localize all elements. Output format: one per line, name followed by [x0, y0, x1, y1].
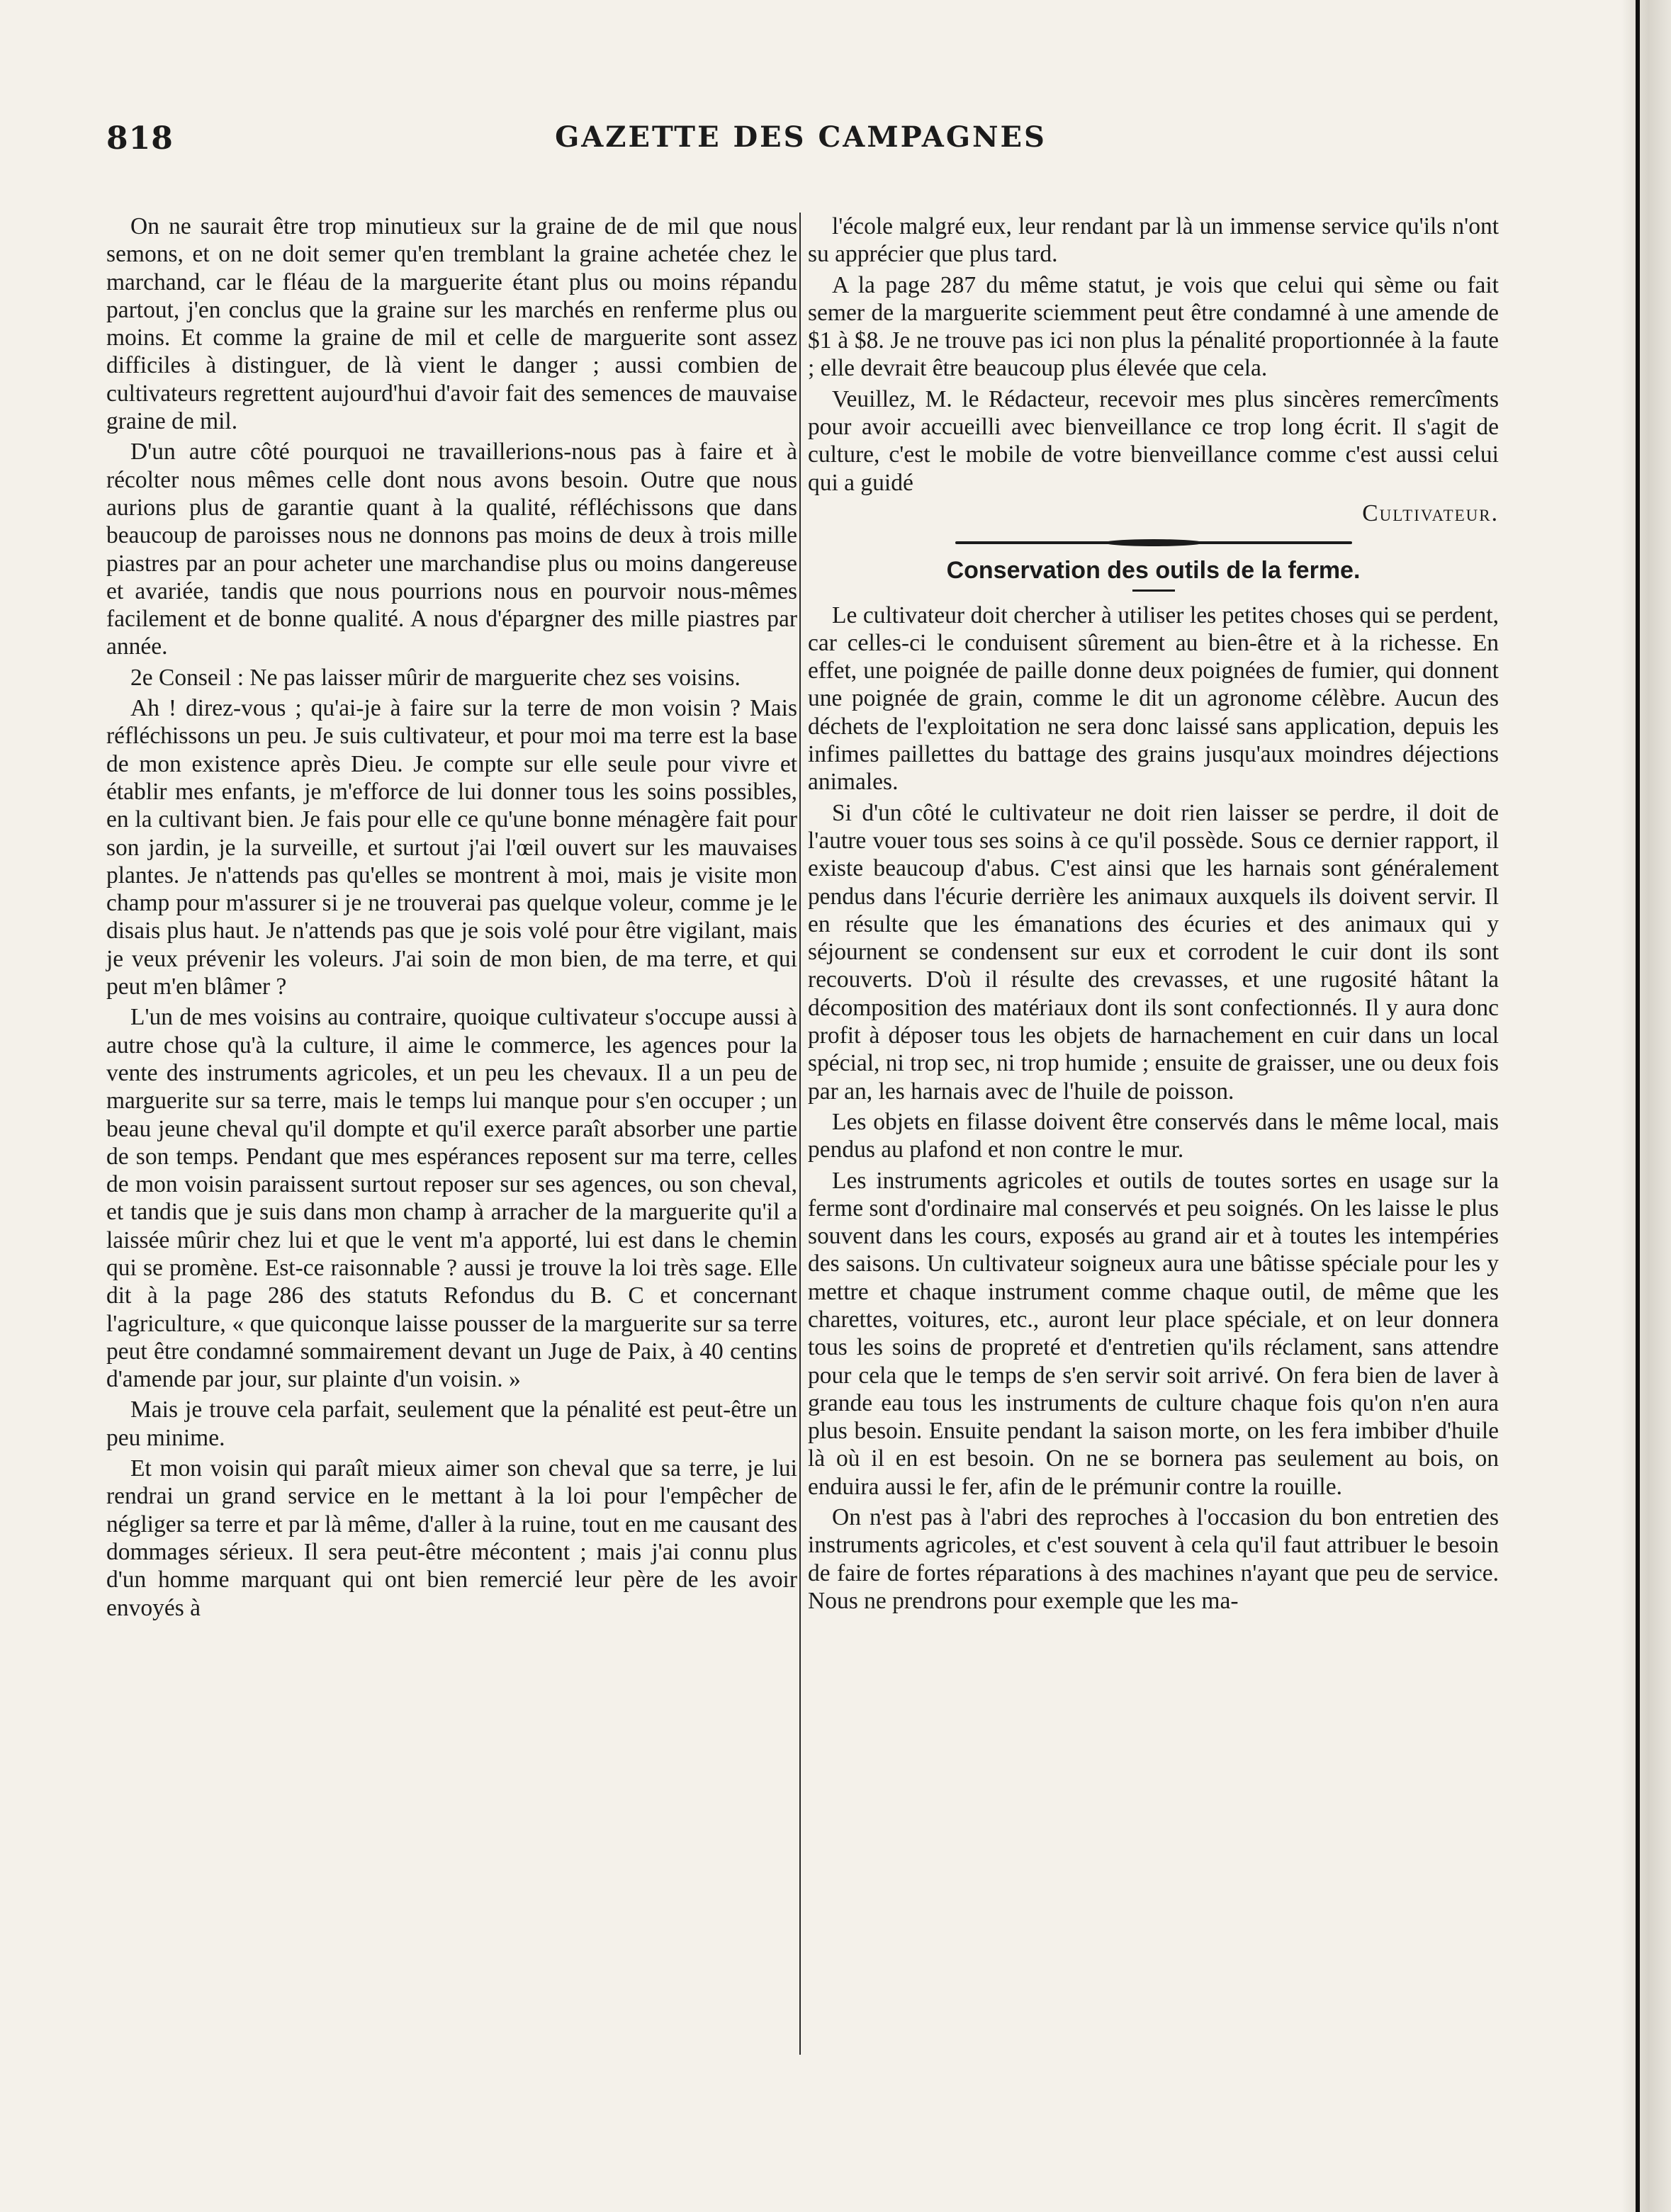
section-paragraph: Les objets en filasse doivent être conservés dans le même local, mais pendus au plafond et non contre le mur. — [808, 1108, 1499, 1163]
left-column — [106, 213, 797, 1625]
signature: Cultivateur. — [1362, 500, 1499, 526]
article-paragraph: 2e Conseil : Ne pas laisser mûrir de marguerite chez ses voisins. — [130, 664, 741, 691]
section-paragraph: On n'est pas à l'abri des reproches à l'occasion du bon entretien des instruments agricoles, et c'est souvent à cela qu'il faut attribuer le besoin de faire de fortes réparations à des machines n'ayant que peu de service. Nous ne prendrons pour exemple que les ma- — [808, 1504, 1499, 1614]
article-paragraph: Veuillez, M. le Rédacteur, recevoir mes plus sincères remercîments pour avoir accueilli avec bienveillance ce trop long écrit. Il s'agit de culture, c'est le mobile de votre bienveillance comme c'est aussi celui qui a guidé — [808, 385, 1499, 496]
article-paragraph: Ah ! direz-vous ; qu'ai-je à faire sur la terre de mon voisin ? Mais réfléchissons un peu. Je suis cultivateur, et pour moi ma terre est la base de mon existence après Dieu. Je compte sur elle seule pour vivre et établir mes enfants, je m'efforce de lui donner tous les soins possibles, en la cultivant bien. Je fais pour elle ce qu'une bonne ménagère fait pour son jardin, je la surveille, et surtout j'ai l'œil ouvert sur les mauvaises plantes. Je n'attends pas qu'elles se montrent à moi, mais je visite mon champ pour m'assurer si je ne trouverai pas quelque voleur, comme je le disais plus haut. Je n'attends pas que je sois volé pour être vigilant, mais je veux prévenir les voleurs. J'ai soin de mon bien, de ma terre, et qui peut m'en blâmer ? — [106, 695, 797, 1000]
column-divider — [799, 213, 801, 2055]
article-paragraph: Et mon voisin qui paraît mieux aimer son cheval que sa terre, je lui rendrai un grand service en le mettant à la loi pour l'empêcher de négliger sa terre et par là même, d'aller à la ruine, tout en me causant des dommages sérieux. Il sera peut-être mécontent ; mais j'ai connu plus d'un homme marquant qui ont bien remercié leur père de les avoir envoyés à — [106, 1455, 797, 1621]
section-paragraph: Les instruments agricoles et outils de toutes sortes en usage sur la ferme sont d'ordinaire mal conservés et peu soignés. On les laisse le plus souvent dans les cours, exposés au grand air et à toutes les intempéries des saisons. Un cultivateur soigneux aura une bâtisse spéciale pour les y mettre et chaque instrument comme chaque outil, de même que les charettes, voitures, etc., auront leur place spéciale, et on leur donnera tous les soins de propreté et d'entretien qu'ils réclament, sans attendre pour cela que le temps de s'en servir soit arrivé. On fera bien de laver à grande eau tous les instruments de culture chaque fois qu'on n'en aura plus besoin. Ensuite pendant la saison morte, on les fera imbiber d'huile là où il en est besoin. On ne se bornera pas seulement au bois, on enduira aussi le fer, afin de le prémunir contre la rouille. — [808, 1167, 1499, 1500]
article-paragraph: L'un de mes voisins au contraire, quoique cultivateur s'occupe aussi à autre chose qu'à la culture, il aime le commerce, les agences pour la vente des instruments agricoles, et un peu les chevaux. Il a un peu de marguerite sur sa terre, mais le temps lui manque pour s'en occuper ; un beau jeune cheval qu'il dompte et qu'il exerce paraît absorber une partie de son temps. Pendant que mes espérances reposent sur ma terre, celles de mon voisin paraissent surtout reposer sur ses agences, ou son cheval, et tandis que je suis dans mon champ à arracher de la marguerite qu'il a laissée mûrir chez lui et que le vent m'a apporté, lui est dans le chemin qui se promène. Est-ce raisonnable ? aussi je trouve la loi très sage. Elle dit à la page 286 des statuts Refondus du B. C et concernant l'agriculture, « que quiconque laisse pousser de la marguerite sur sa terre peut être condamné sommairement devant un Juge de Paix, à 40 centins d'amende par jour, sur plainte d'un voisin. » — [106, 1004, 797, 1393]
binding-line — [1636, 0, 1640, 2212]
page-binding-edge — [1621, 0, 1671, 2212]
title-underline — [1132, 589, 1175, 592]
article-paragraph: Mais je trouve cela parfait, seulement que la pénalité est peut-être un peu minime. — [106, 1396, 797, 1451]
section-paragraph: Si d'un côté le cultivateur ne doit rien laisser se perdre, il doit de l'autre vouer tous ses soins à ce qu'il possède. Sous ce dernier rapport, il existe beaucoup d'abus. C'est ainsi que les harnais sont généralement pendus dans l'écurie derrière les animaux auxquels ils doivent servir. Il en résulte que les émanations des écuries et des animaux qui y séjournent se condensent sur eux et corrodent le cuir dont ils sont recouverts. D'où il résulte des crevasses, et une rugosité hâtant la décomposition des matériaux dont ils sont confectionnés. Il y aura donc profit à déposer tous les objets de harnachement en cuir dans un local spécial, ni trop sec, ni trop humide ; ensuite de graisser, une ou deux fois par an, les harnais avec de l'huile de poisson. — [808, 799, 1499, 1105]
section-paragraph: Le cultivateur doit chercher à utiliser les petites choses qui se perdent, car celles-ci le conduisent sûrement au bien-être et à la richesse. En effet, une poignée de paille donne deux poignées de fumier, qui donnent une poignée de grain, comme le dit un agronome célèbre. Aucun des déchets de l'exploitation ne sera donc laissé sans application, depuis les infimes paillettes du battage des grains jusqu'aux moindres déjections animales. — [808, 602, 1499, 796]
right-column — [808, 213, 1499, 1618]
running-title: GAZETTE DES CAMPAGNES — [555, 120, 1047, 154]
article-paragraph: On ne saurait être trop minutieux sur la graine de de mil que nous semons, et on ne doit semer qu'en tremblant la graine achetée chez le marchand, car le fléau de la marguerite étant plus ou moins répandu partout, j'en conclus que la graine sur les marchés en renferme plus ou moins. Et comme la graine de mil et celle de marguerite sont assez difficiles à distinguer, de là vient le danger ; aussi combien de cultivateurs regrettent aujourd'hui d'avoir fait des semences de mauvaise graine de mil. — [106, 213, 797, 435]
section-title: Conservation des outils de la ferme. — [946, 557, 1361, 585]
page-number: 818 — [106, 120, 174, 157]
section-separator-rule — [955, 541, 1352, 544]
page-header — [106, 120, 1495, 163]
article-paragraph: D'un autre côté pourquoi ne travaillerions-nous pas à faire et à récolter nous mêmes celle dont nous avons besoin. Outre que nous aurions plus de garantie quant à la qualité, réfléchissons que dans beaucoup de paroisses nous ne donnons pas moins de deux à trois mille piastres par an pour acheter une marchandise plus ou moins dangereuse et avariée, tandis que nous pourrions nous en pourvoir nous-mêmes facilement et de bonne qualité. A nous d'épargner des mille piastres par année. — [106, 439, 797, 660]
article-paragraph: l'école malgré eux, leur rendant par là un immense service qu'ils n'ont su apprécier que plus tard. — [808, 213, 1499, 268]
article-paragraph: A la page 287 du même statut, je vois que celui qui sème ou fait semer de la marguerite sciemment peut être condamné à une amende de $1 à $8. Je ne trouve pas ici non plus la pénalité proportionnée à la faute ; elle devrait être beaucoup plus élevée que cela. — [808, 271, 1499, 382]
